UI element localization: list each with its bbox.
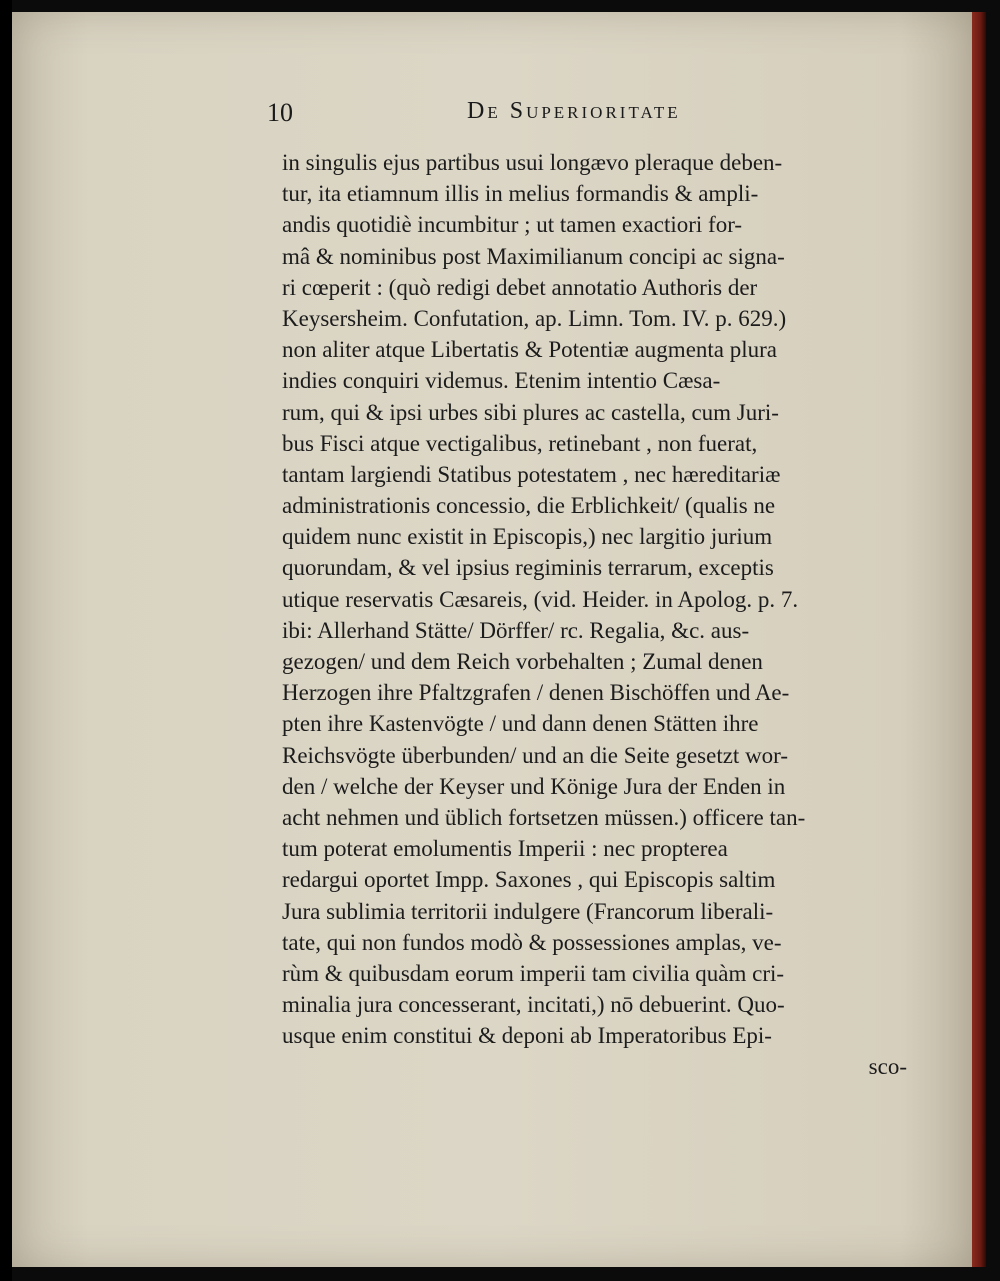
text-line: rùm & quibusdam eorum imperii tam civilia quàm cri- [282,960,785,986]
text-line: tantam largiendi Statibus potestatem , nec hæreditariæ [282,461,781,487]
text-line: indies conquiri videmus. Etenim intentio Cæsa- [282,368,721,394]
text-line: Keysersheim. Confutation, ap. Limn. Tom. IV. p. 629.) [282,305,787,331]
text-line: pten ihre Kastenvögte / und dann denen Stätten ihre [282,711,759,737]
text-line: tum poterat emolumentis Imperii : nec propterea [282,836,728,862]
text-line: Herzogen ihre Pfaltzgrafen / denen Bischöffen und Ae- [282,680,790,706]
page-number: 10 [267,98,293,127]
text-line: andis quotidiè incumbitur ; ut tamen exactiori for- [282,212,743,238]
text-line: Reichsvögte überbunden/ und an die Seite gesetzt wor- [282,742,789,768]
text-line: tate, qui non fundos modò & possessiones amplas, ve- [282,929,782,955]
scan-border [0,0,12,1281]
text-line: ri cœperit : (quò redigi debet annotatio Authoris der [282,274,758,300]
text-line: quidem nunc existit in Episcopis,) nec largitio jurium [282,524,773,550]
text-line: in singulis ejus partibus usui longævo pleraque deben- [282,150,783,175]
text-line: redargui oportet Impp. Saxones , qui Episcopis saltim [282,867,776,893]
body-text [282,147,932,1083]
text-line: bus Fisci atque vectigalibus, retinebant , non fuerat, [282,430,758,456]
text-line: minalia jura concesserant, incitati,) nō debuerint. Quo- [282,992,785,1018]
book-page [12,12,978,1267]
page-header [267,98,787,128]
text-line: utique reservatis Cæsareis, (vid. Heider. in Apolog. p. 7. [282,586,799,612]
text-line: Jura sublimia territorii indulgere (Francorum liberali- [282,898,774,924]
text-line: non aliter atque Libertatis & Potentiæ augmenta plura [282,337,778,363]
text-line: tur, ita etiamnum illis in melius formandis & ampli- [282,181,759,207]
catchword: sco- [868,1054,907,1080]
running-title: De Superioritate [467,98,681,124]
text-line: den / welche der Keyser und Könige Jura der Enden in [282,773,786,799]
page-binding-edge [972,12,986,1267]
text-line: usque enim constitui & deponi ab Imperatoribus Epi- [282,1023,772,1049]
text-line: rum, qui & ipsi urbes sibi plures ac castella, cum Juri- [282,399,779,425]
text-line: mâ & nominibus post Maximilianum concipi ac signa- [282,243,785,269]
text-line: administrationis concessio, die Erblichkeit/ (qualis ne [282,493,776,519]
text-line: quorundam, & vel ipsius regiminis terrarum, exceptis [282,555,774,581]
text-line: gezogen/ und dem Reich vorbehalten ; Zumal denen [282,649,763,674]
text-line: ibi: Allerhand Stätte/ Dörffer/ rc. Regalia, &c. aus- [282,617,750,643]
text-line: acht nehmen und üblich fortsetzen müssen.) officere tan- [282,804,806,830]
